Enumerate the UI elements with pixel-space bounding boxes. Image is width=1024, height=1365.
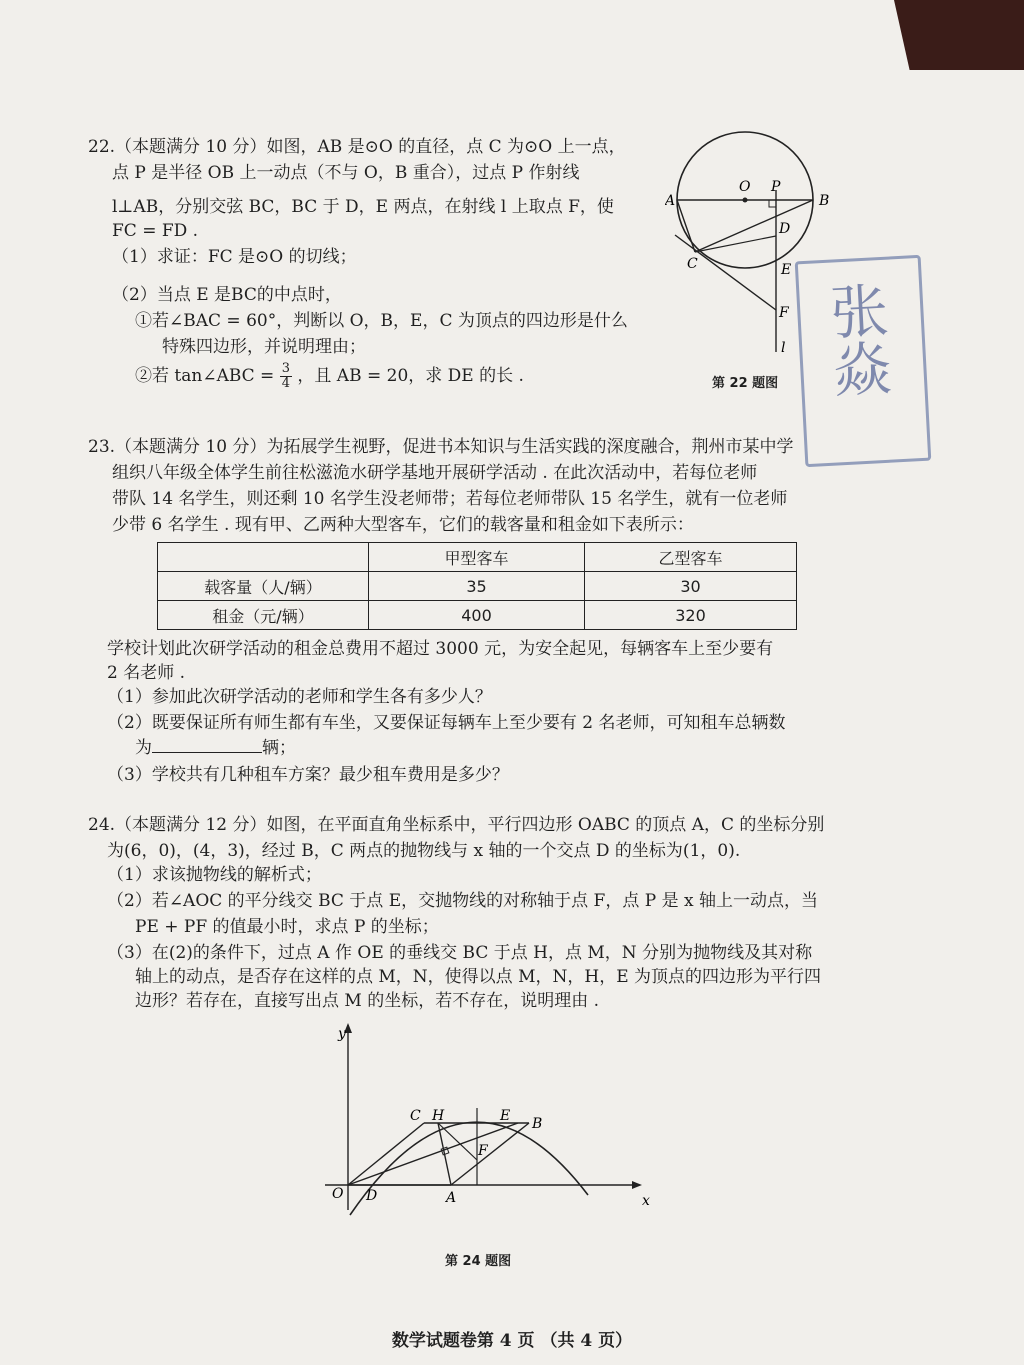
q22-sub-2-prefix: ②若 tan∠ABC = [135, 366, 275, 386]
q24-line-1: 24.（本题满分 12 分）如图，在平面直角坐标系中，平行四边形 OABC 的顶点 A，C 的坐标分别 [88, 815, 825, 835]
bisector-oe [348, 1123, 518, 1185]
table-cell: 35 [369, 572, 585, 601]
chord-ac [677, 200, 695, 252]
q22-sub-1: ①若∠BAC = 60°，判断以 O，B，E，C 为顶点的四边形是什么 [135, 311, 628, 331]
page-footer: 数学试题卷第 4 页 （共 4 页） [391, 1331, 633, 1351]
fraction-3-4 [280, 362, 292, 391]
label-p: P [771, 179, 781, 195]
q24-part-2: （2）若∠AOC 的平分线交 BC 于点 E，交抛物线的对称轴于点 F，点 P 是 x 轴上一动点，当 [107, 891, 818, 911]
table-header-row [158, 543, 797, 572]
table-header-cell: 乙型客车 [585, 543, 797, 572]
chord-bc [695, 200, 813, 252]
label-d: D [779, 221, 791, 237]
table-row [158, 601, 797, 630]
q22-line-3: l⊥AB，分别交弦 BC，BC 于 D，E 两点，在射线 l 上取点 F，使 [112, 197, 614, 217]
label-a: A [446, 1190, 457, 1206]
q24-part-3-cont-2: 边形？若存在，直接写出点 M 的坐标，若不存在，说明理由 . [135, 991, 600, 1011]
q24-part-3: （3）在(2)的条件下，过点 A 作 OE 的垂线交 BC 于点 H，点 M，N 分别为抛物线及其对称 [107, 943, 813, 963]
table-cell: 400 [369, 601, 585, 630]
q22-part-2: （2）当点 E 是BC的中点时， [112, 285, 342, 305]
right-angle-mark [441, 1147, 449, 1155]
segment-cd [695, 236, 776, 252]
table-header-cell: 甲型客车 [369, 543, 585, 572]
table-cell: 30 [585, 572, 797, 601]
answer-blank[interactable] [152, 736, 262, 753]
label-d: D [366, 1188, 378, 1204]
label-o: O [739, 179, 751, 195]
bus-table [157, 542, 797, 630]
table-row [158, 572, 797, 601]
label-h: H [432, 1108, 445, 1124]
label-o: O [332, 1186, 344, 1202]
table-cell: 载客量（人/辆） [158, 572, 369, 601]
table-cell: 320 [585, 601, 797, 630]
label-b: B [532, 1116, 543, 1132]
photo-corner-shadow [894, 0, 1024, 70]
q22-sub-2-suffix: ，且 AB = 20，求 DE 的长 . [297, 366, 524, 386]
q22-line-1: 22.（本题满分 10 分）如图，AB 是⊙O 的直径，点 C 为⊙O 上一点， [88, 137, 626, 157]
label-e: E [781, 262, 792, 278]
q24-part-2-cont: PE + PF 的值最小时，求点 P 的坐标； [135, 917, 439, 937]
label-c: C [410, 1108, 421, 1124]
q24-figure [320, 1020, 660, 1220]
proctor-stamp [795, 255, 932, 467]
q24-caption: 第 24 题图 [445, 1254, 512, 1269]
q22-caption: 第 22 题图 [712, 376, 779, 391]
x-axis-arrow [632, 1181, 642, 1189]
label-x: x [642, 1193, 650, 1209]
q23-part-2-blank-line [135, 736, 296, 759]
frac-denominator: 4 [281, 376, 290, 391]
label-b: B [819, 193, 830, 209]
q23-line-4: 少带 6 名学生 . 现有甲、乙两种大型客车，它们的载客量和租金如下表所示： [112, 515, 694, 535]
label-e: E [500, 1108, 511, 1124]
side-oc [348, 1123, 424, 1185]
q23-part-2: （2）既要保证所有师生都有车坐，又要保证每辆车上至少要有 2 名老师，可知租车总辆数 [107, 713, 786, 733]
q23-line-3: 带队 14 名学生，则还剩 10 名学生没老师带；若每位老师带队 15 名学生，就有一位老师 [112, 489, 788, 509]
table-header-cell [158, 543, 369, 572]
q23-after-2: 2 名老师 . [107, 663, 186, 683]
q22-sub-1-cont: 特殊四边形，并说明理由； [162, 337, 366, 357]
q24-part-1: （1）求该抛物线的解析式； [107, 865, 322, 885]
q24-part-3-cont-1: 轴上的动点，是否存在这样的点 M，N，使得以点 M，N，H，E 为顶点的四边形为平行四 [135, 967, 822, 987]
q22-line-4: FC = FD . [112, 221, 199, 241]
q23-after-1: 学校计划此次研学活动的租金总费用不超过 3000 元，为安全起见，每辆客车上至少要有 [107, 639, 774, 659]
q24-line-2: 为(6，0)，(4，3)，经过 B，C 两点的抛物线与 x 轴的一个交点 D 的坐标为(1，0). [107, 841, 741, 861]
blank-suffix: 辆； [262, 738, 296, 758]
q22-sub-2 [135, 362, 524, 391]
center-point [743, 198, 748, 203]
label-y: y [338, 1026, 346, 1042]
q23-part-1: （1）参加此次研学活动的老师和学生各有多少人？ [107, 687, 492, 707]
label-l: l [781, 340, 786, 356]
parabola [350, 1122, 588, 1215]
q23-part-3: （3）学校共有几种租车方案？最少租车费用是多少？ [107, 765, 509, 785]
table-cell: 租金（元/辆） [158, 601, 369, 630]
right-angle-mark [769, 200, 776, 207]
frac-numerator: 3 [281, 361, 290, 376]
q23-line-2: 组织八年级全体学生前往松滋洈水研学基地开展研学活动 . 在此次活动中，若每位老师 [112, 463, 758, 483]
label-f: F [779, 305, 789, 321]
label-a: A [665, 193, 676, 209]
q22-part-1: （1）求证：FC 是⊙O 的切线； [112, 247, 357, 267]
q23-line-1: 23.（本题满分 10 分）为拓展学生视野，促进书本知识与生活实践的深度融合，荆州市某中学 [88, 437, 794, 457]
q22-line-2: 点 P 是半径 OB 上一动点（不与 O，B 重合），过点 P 作射线 [112, 163, 580, 183]
label-c: C [687, 256, 698, 272]
blank-prefix: 为 [135, 738, 152, 758]
side-ab [451, 1123, 529, 1185]
label-f: F [478, 1143, 488, 1159]
stamp-signature: 张焱 [818, 279, 893, 400]
